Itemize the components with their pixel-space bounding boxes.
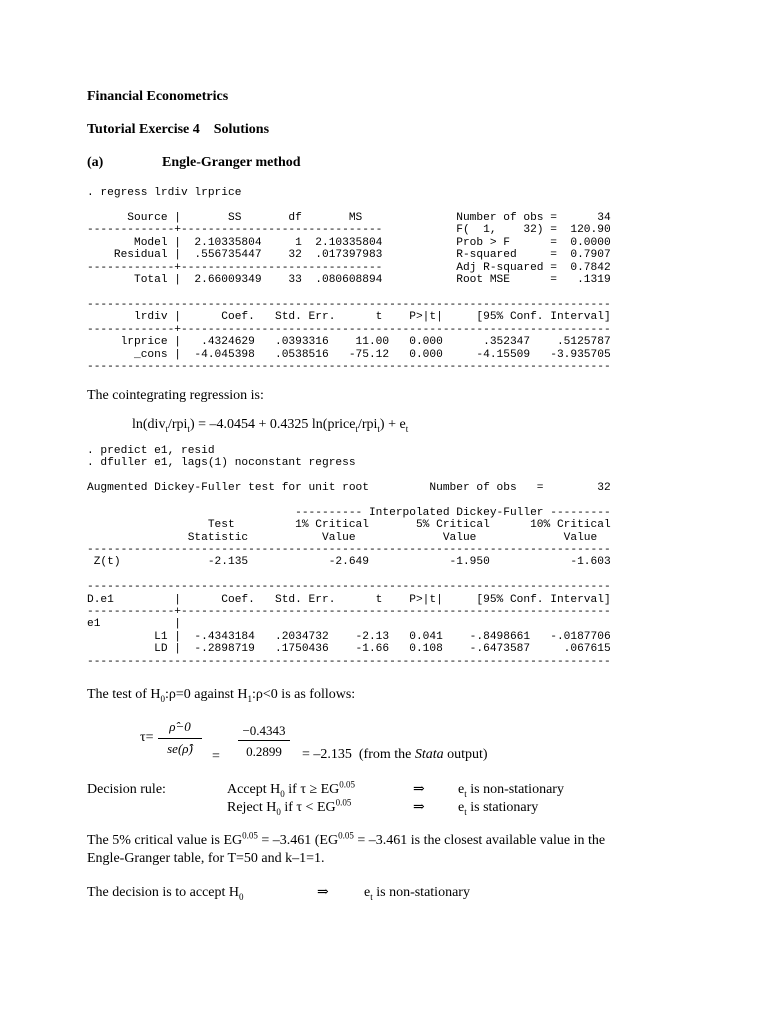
cointegrating-intro: The cointegrating regression is: — [87, 388, 264, 403]
outcome-nonstationary: $e_t$ is non-stationary — [458, 782, 564, 799]
fraction1-denominator: se(ρ̂) — [167, 741, 193, 756]
part-label: (a) — [87, 155, 104, 170]
conclusion-arrow: ⇒ — [317, 885, 329, 900]
decision-rule-reject: Reject $H_0$ if $\tau < EG^{0.05}$ — [227, 797, 352, 817]
implies-arrow-2: ⇒ — [413, 800, 425, 815]
cointegrating-equation: ln(div$_t$/rpi$_t$) = –4.0454 + 0.4325 ln(price$_t$/rpi$_t$) + $e_t$ — [132, 417, 409, 434]
outcome-stationary: $e_t$ is stationary — [458, 800, 539, 817]
test-intro: The test of $H_0:\rho=0$ against $H_1:\rho<0$ is as follows: — [87, 687, 356, 704]
fraction2-denominator: 0.2899 — [246, 744, 282, 759]
fraction2-line — [238, 740, 290, 741]
equals-sign: = — [212, 749, 220, 764]
fraction1-numerator: ρ̂−0 — [169, 719, 191, 734]
part-title: Engle-Granger method — [162, 155, 301, 170]
dfuller-table: Augmented Dickey-Fuller test for unit root Number of obs = 32 ---------- Interpolated Dickey-Fuller --------- Test 1% Critical 5% Critical 10% Critical Statistic Value Value Value ------------------------------------------------------------------------------ Z(t) -2.135 -2.649 -1.950 -1.603 ------------------------------------------------------------------------------ D.e1 | Coef. Std. Err. t P>|t| [95% Conf. Interval] -------------+---------------------------------------------------------------- e1 | L1 | -.4343184 .2034732 -2.13 0.041 -.8498661 -.0187706 LD | -.2898719 .1750436 -1.66 0.108 -.6473587 .067615 ------------------------------------------------------------------------------ — [87, 482, 611, 668]
decision-label: Decision rule: — [87, 782, 166, 797]
course-title: Financial Econometrics — [87, 89, 229, 104]
implies-arrow-1: ⇒ — [413, 782, 425, 797]
tau-result: = –2.135 (from the Stata output) — [302, 747, 488, 762]
conclusion-text: The decision is to accept $H_0$ — [87, 885, 244, 902]
critical-value-line2: Engle-Granger table, for T=50 and k–1=1. — [87, 851, 325, 866]
tau-symbol: τ= — [140, 730, 154, 745]
anova-table: Source | SS df MS Number of obs = 34 -------------+------------------------------ F( 1, 32) = 120.90 Model | 2.10335804 1 2.10335804 Prob > F = 0.0000 Residual | .556735447 32 .017397983 R-squared = 0.7907 -------------+------------------------------ Adj R-squared = 0.7842 Total | 2.66009349 33 .080608894 Root MSE = .1319 — [87, 212, 611, 287]
dfuller-commands: . predict e1, resid . dfuller e1, lags(1) noconstant regress — [87, 445, 356, 470]
exercise-title: Tutorial Exercise 4 Solutions — [87, 122, 270, 137]
fraction1-line — [158, 738, 202, 739]
regress-command: . regress lrdiv lrprice — [87, 187, 242, 199]
critical-value-line1: The 5% critical value is $EG^{0.05} = -3.461$ ($EG^{0.05} = -3.461$ is the closest available value in the — [87, 830, 606, 848]
coefficient-table: ------------------------------------------------------------------------------ lrdiv | Coef. Std. Err. t P>|t| [95% Conf. Interval] -------------+---------------------------------------------------------------- lrprice | .4324629 .0393316 11.00 0.000 .352347 .5125787 _cons | -4.045398 .0538516 -75.12 0.000 -4.15509 -3.935705 ------------------------------------------------------------------------------ — [87, 299, 611, 374]
conclusion-result: $e_t$ is non-stationary — [364, 885, 470, 902]
decision-rule-accept: Accept $H_0$ if $\tau \ge EG^{0.05}$ — [227, 779, 356, 799]
fraction2-numerator: −0.4343 — [242, 723, 286, 738]
